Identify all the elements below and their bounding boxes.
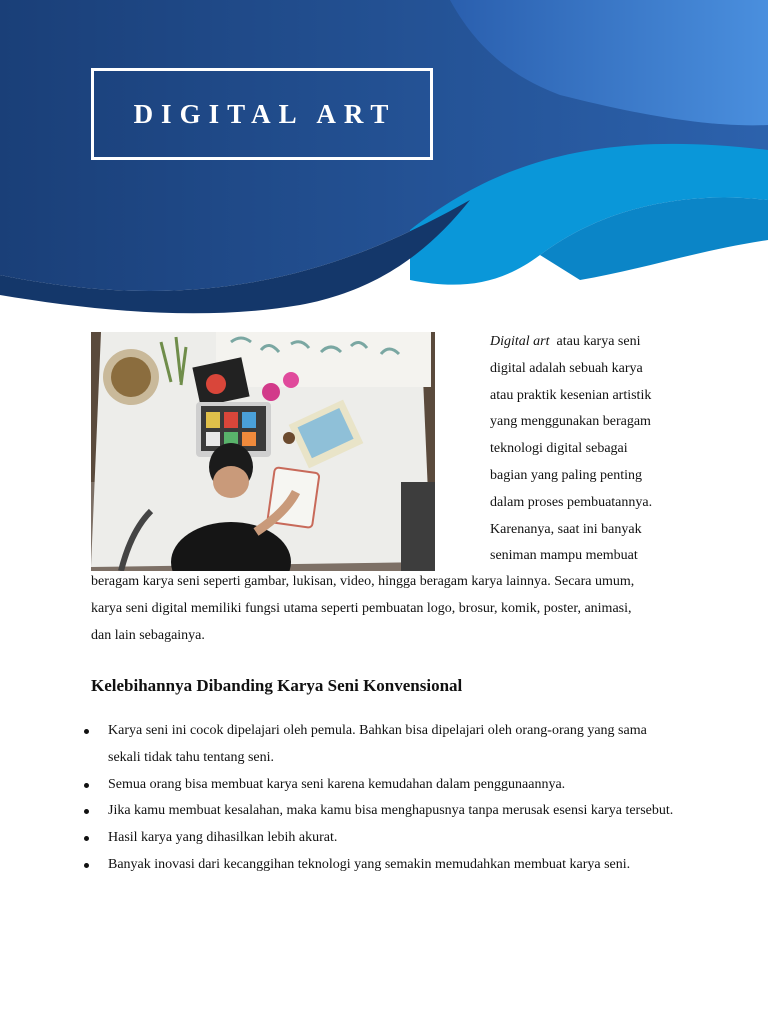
intro-line: dalam proses pembuatannya. xyxy=(490,494,653,510)
intro-line: teknologi digital sebagai xyxy=(490,441,628,457)
list-item-line: Jika kamu membuat kesalahan, maka kamu bisa menghapusnya tanpa merusak esensi karya tersebut. xyxy=(108,803,674,819)
header-banner xyxy=(0,0,768,330)
intro-full-text xyxy=(91,569,711,649)
bullet-icon xyxy=(84,729,89,734)
intro-line: dan lain sebagainya. xyxy=(91,627,205,643)
intro-line: karya seni digital memiliki fungsi utama seperti pembuatan logo, brosur, komik, poster, animasi, xyxy=(91,600,632,616)
list-item xyxy=(0,718,728,772)
section-heading: Kelebihannya Dibanding Karya Seni Konvensional xyxy=(91,676,463,695)
bullet-icon xyxy=(84,863,89,868)
intro-line: bagian yang paling penting xyxy=(490,467,643,483)
bullet-icon xyxy=(84,809,89,814)
intro-side-text xyxy=(490,329,680,570)
list-item-line: Hasil karya yang dihasilkan lebih akurat. xyxy=(108,830,338,846)
intro-line: Karenanya, saat ini banyak xyxy=(490,521,642,537)
term-digital-art: Digital art xyxy=(490,334,550,349)
list-item xyxy=(0,852,728,879)
list-item xyxy=(0,772,728,799)
intro-line xyxy=(490,329,680,356)
list-item xyxy=(0,798,728,825)
bullet-icon xyxy=(84,836,89,841)
page-title: DIGITAL ART xyxy=(133,98,397,129)
list-item-line: sekali tidak tahu tentang seni. xyxy=(108,749,275,765)
list-item-line: Karya seni ini cocok dipelajari oleh pemula. Bahkan bisa dipelajari oleh orang-orang yang sama xyxy=(108,723,647,738)
list-item-line: Semua orang bisa membuat karya seni karena kemudahan dalam penggunaannya. xyxy=(108,776,566,792)
intro-line: digital adalah sebuah karya xyxy=(490,360,643,376)
wave-background xyxy=(0,0,768,330)
intro-line: seniman mampu membuat xyxy=(490,548,638,564)
list-item xyxy=(0,825,728,852)
intro-line: yang menggunakan beragam xyxy=(490,414,651,430)
artist-photo xyxy=(91,332,435,571)
intro-line: beragam karya seni seperti gambar, lukisan, video, hingga beragam karya lainnya. Secara umum, xyxy=(91,574,635,589)
photo-artist-desk-icon xyxy=(91,332,435,571)
intro-line: atau praktik kesenian artistik xyxy=(490,387,652,403)
advantages-list xyxy=(0,718,768,879)
intro-line-text: atau karya seni xyxy=(556,334,641,349)
list-item-line: Banyak inovasi dari kecanggihan teknologi yang semakin memudahkan membuat karya seni. xyxy=(108,856,631,872)
bullet-icon xyxy=(84,783,89,788)
title-frame xyxy=(91,68,433,160)
